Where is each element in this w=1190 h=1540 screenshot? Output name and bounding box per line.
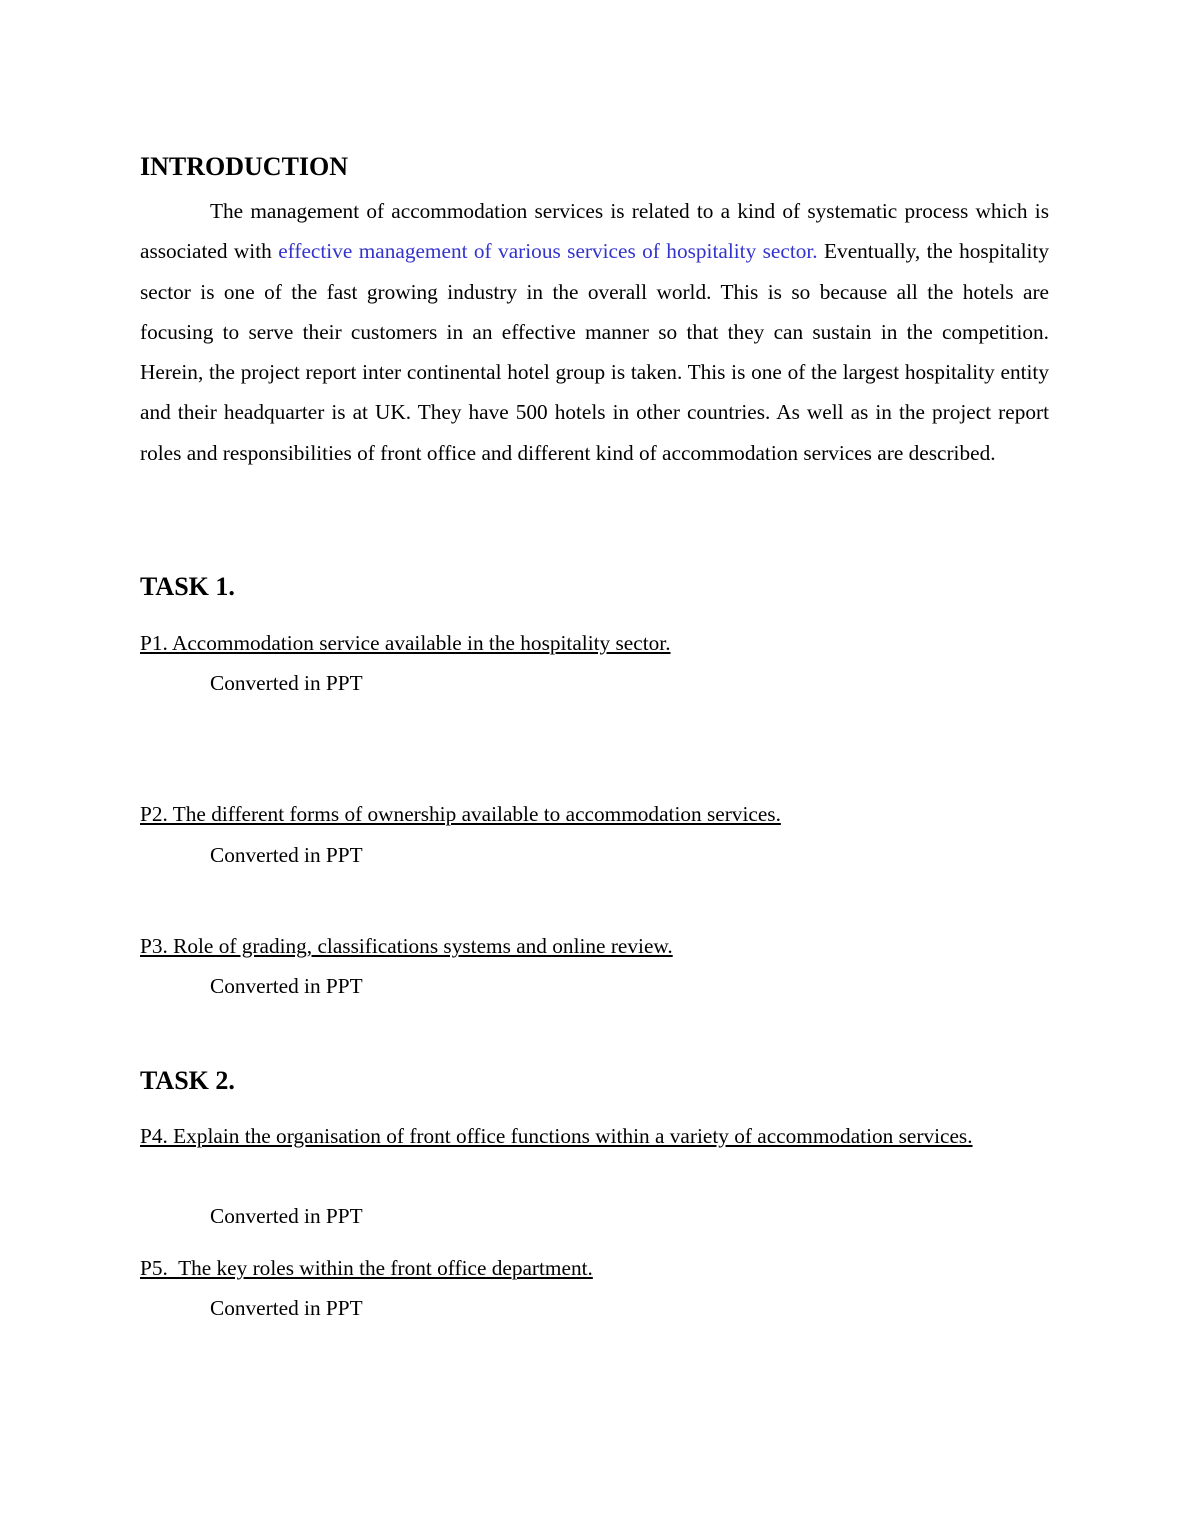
- task1-item-p1-title: P1. Accommodation service available in the hospitality sector.: [140, 631, 671, 655]
- intro-paragraph-end: Eventually, the hospitality sector is one of the fast growing industry in the overall world. This is so because all the hotels are focusing to serve their customers in an effective manner so that they can sustain in the competition. Herein, the project report inter continental hotel group is taken. This is one of the largest hospitality entity and their headquarter is at UK. They have 500 hotels in other countries. As well as in the project report roles and responsibilities of front office and different kind of accommodation services are described.: [140, 239, 1049, 465]
- task2-item-p4-body: Converted in PPT: [210, 1204, 363, 1228]
- intro-heading: INTRODUCTION: [140, 152, 349, 181]
- intro-paragraph: [140, 191, 1049, 473]
- task2-item-p4-title: P4. Explain the organisation of front office functions within a variety of accommodation services.: [140, 1124, 973, 1148]
- task1-item-p1-body: Converted in PPT: [210, 671, 363, 695]
- task1-item-p2-body: Converted in PPT: [210, 843, 363, 867]
- intro-paragraph-start: The management of accommodation services is related to a kind of systematic process which is associated with: [140, 199, 1049, 264]
- task1-item-p3-body: Converted in PPT: [210, 974, 363, 998]
- task2-item-p5-title: P5. The key roles within the front office department.: [140, 1256, 593, 1280]
- task1-item-p3-title: P3. Role of grading, classifications systems and online review.: [140, 934, 673, 958]
- task2-heading: TASK 2.: [140, 1066, 235, 1095]
- task2-item-p5-body: Converted in PPT: [210, 1296, 363, 1320]
- task1-heading: TASK 1.: [140, 572, 235, 601]
- intro-paragraph-highlight: effective management of various services of hospitality sector.: [278, 239, 818, 264]
- task1-item-p2-title: P2. The different forms of ownership available to accommodation services.: [140, 802, 781, 826]
